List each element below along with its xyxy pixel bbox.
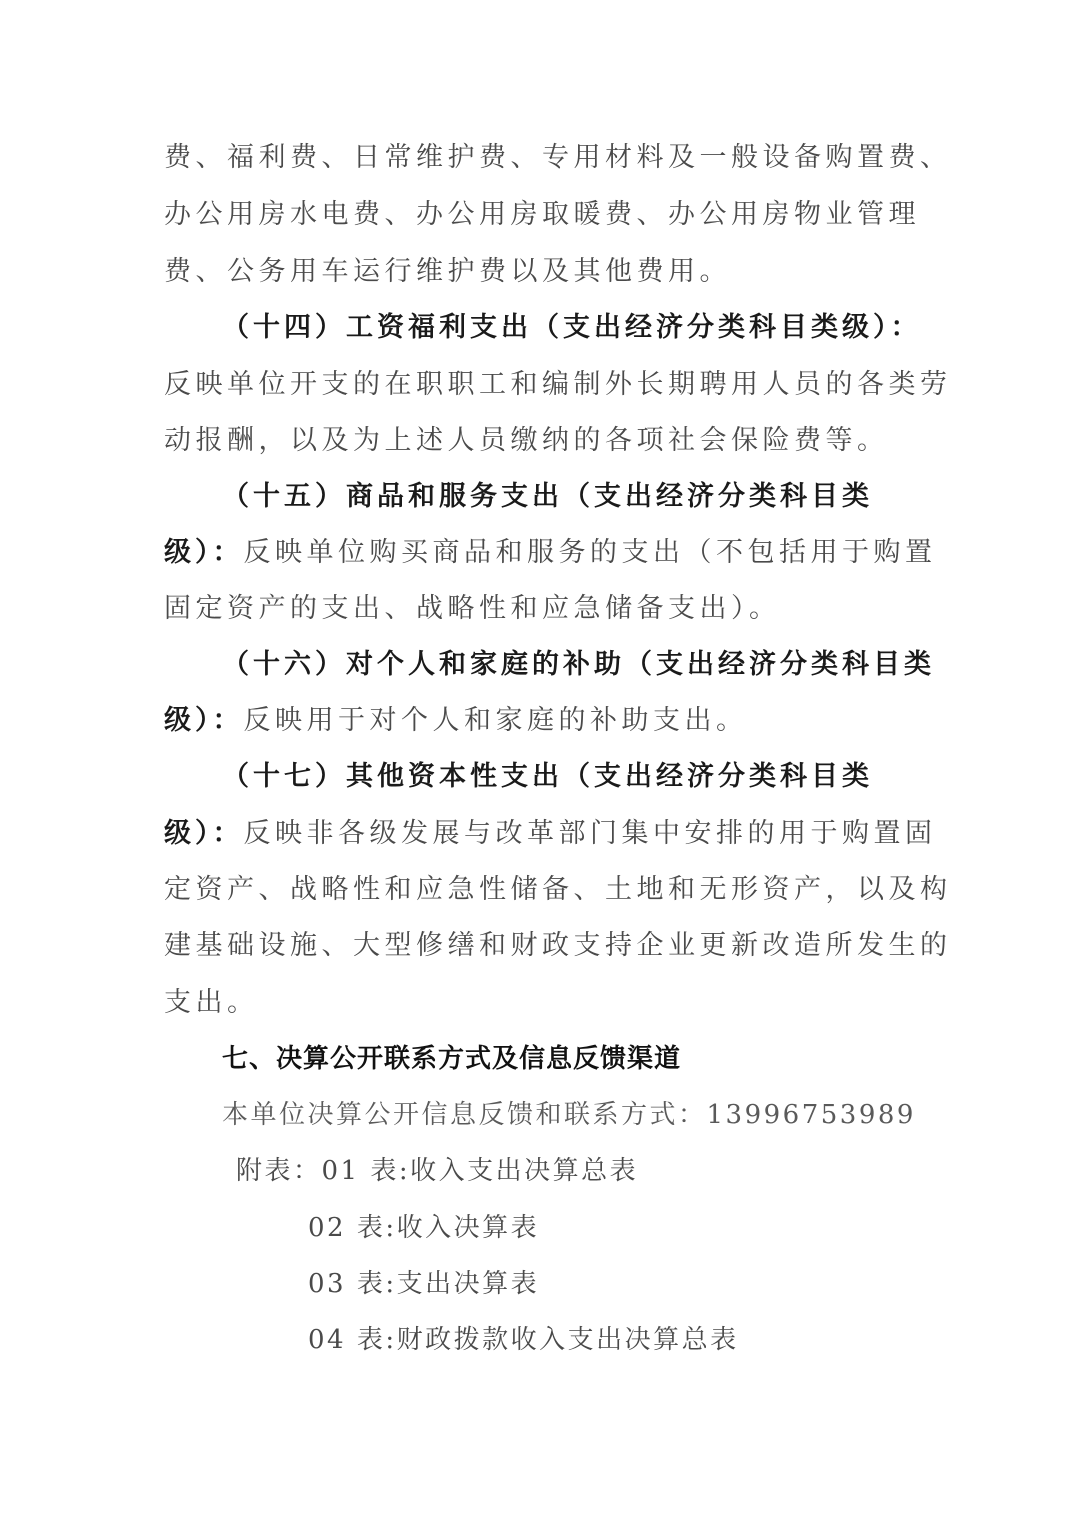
attachment-item: 03 表:支出决算表 [308, 1269, 540, 1299]
item-15-title: （十五）商品和服务支出（支出经济分类科目类 [222, 481, 873, 512]
paragraph-line: 反映单位开支的在职职工和编制外长期聘用人员的各类劳 [164, 369, 952, 400]
paragraph-line: 固定资产的支出、战略性和应急储备支出）。 [164, 593, 781, 624]
paragraph-line: 建基础设施、大型修缮和财政支持企业更新改造所发生的 [164, 930, 952, 961]
item-16-title-end: 级）： [164, 705, 244, 736]
paragraph-line: 定资产、战略性和应急性储备、土地和无形资产，以及构 [164, 874, 952, 905]
paragraph-line: 办公用房水电费、办公用房取暖费、办公用房物业管理 [164, 199, 920, 230]
attachment-item: 01 表:收入支出决算总表 [321, 1156, 639, 1186]
paragraph-line: 动报酬，以及为上述人员缴纳的各项社会保险费等。 [164, 425, 889, 456]
item-15-text: 反映单位购买商品和服务的支出（不包括用于购置 [243, 537, 937, 568]
item-14-title: （十四）工资福利支出（支出经济分类科目类级）： [222, 312, 922, 343]
paragraph-line: 费、公务用车运行维护费以及其他费用。 [164, 256, 731, 287]
paragraph-line [164, 533, 937, 573]
paragraph-line [164, 814, 937, 854]
item-16-title: （十六）对个人和家庭的补助（支出经济分类科目类 [222, 649, 935, 680]
attachment-label: 附表： [236, 1156, 322, 1186]
attachment-list-first [236, 1151, 638, 1191]
item-17-title: （十七）其他资本性支出（支出经济分类科目类 [222, 761, 873, 792]
attachment-item: 02 表:收入决算表 [308, 1213, 540, 1243]
paragraph-line [164, 701, 894, 741]
item-15-title-end: 级）： [164, 537, 244, 568]
contact-line: 本单位决算公开信息反馈和联系方式：13996753989 [222, 1100, 916, 1130]
attachment-item: 04 表:财政拨款收入支出决算总表 [308, 1325, 739, 1355]
section-heading: 七、决算公开联系方式及信息反馈渠道 [222, 1044, 682, 1074]
paragraph-line: 费、福利费、日常维护费、专用材料及一般设备购置费、 [164, 142, 952, 173]
item-17-text: 反映非各级发展与改革部门集中安排的用于购置固 [243, 818, 937, 849]
item-16-text: 反映用于对个人和家庭的补助支出。 [243, 705, 748, 736]
paragraph-line: 支出。 [164, 987, 259, 1018]
item-17-title-end: 级）： [164, 818, 244, 849]
